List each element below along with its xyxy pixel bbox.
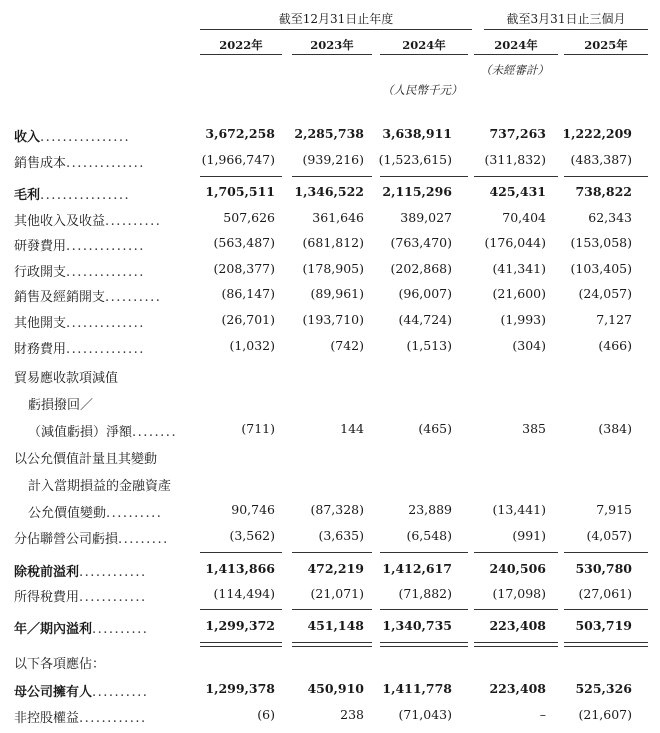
row-label-text: 其他收入及收益	[14, 214, 106, 229]
row-label	[14, 528, 169, 547]
row-label	[28, 421, 177, 440]
table-cell: (1,032)	[229, 338, 275, 353]
table-row	[0, 679, 660, 703]
table-cell: 90,746	[231, 502, 275, 517]
table-row	[0, 392, 660, 416]
table-row	[0, 310, 660, 334]
leader-dots: ............	[79, 590, 147, 605]
table-cell: 530,780	[575, 561, 632, 576]
table-cell: (3,635)	[318, 528, 364, 543]
table-cell: 385	[522, 421, 546, 436]
group-header-quarter-rule	[484, 29, 648, 30]
year-header-2023: 2023年	[310, 38, 354, 52]
row-label	[14, 152, 145, 171]
row-label-text: 年／期內溢利	[14, 622, 93, 637]
row-label-text: 收入	[14, 130, 41, 145]
table-row	[0, 616, 660, 640]
table-cell: (114,494)	[213, 586, 275, 601]
row-label-text: 母公司擁有人	[14, 685, 93, 700]
row-label-text: 虧損撥回／	[28, 398, 94, 413]
group-header-year: 截至12月31日止年度	[278, 12, 394, 26]
table-cell: (1,993)	[500, 312, 546, 327]
table-cell: (178,905)	[302, 261, 364, 276]
row-label	[14, 312, 145, 331]
table-cell: 62,343	[588, 210, 632, 225]
row-label	[14, 367, 118, 386]
table-cell: 425,431	[489, 184, 546, 199]
group-header-year-rule	[200, 29, 472, 30]
leader-dots: ................	[40, 188, 131, 203]
table-cell: 472,219	[307, 561, 364, 576]
table-cell: (21,071)	[310, 586, 364, 601]
table-cell: 450,910	[307, 681, 364, 696]
table-row	[0, 526, 660, 550]
table-row	[0, 705, 660, 729]
table-cell: (711)	[241, 421, 275, 436]
table-cell: 223,408	[489, 681, 546, 696]
table-cell: 503,719	[575, 618, 632, 633]
leader-dots: ..........	[106, 506, 163, 521]
table-row	[0, 365, 660, 389]
table-cell: 1,413,866	[205, 561, 275, 576]
row-label-text: 其他開支	[14, 316, 67, 331]
unaudited-note: （未經審計）	[480, 63, 549, 77]
table-cell: (71,043)	[398, 707, 452, 722]
table-cell: (681,812)	[302, 235, 364, 250]
table-cell: 361,646	[312, 210, 364, 225]
year-rule-2024-q1	[474, 54, 558, 55]
table-cell: (24,057)	[578, 286, 632, 301]
table-row	[0, 446, 660, 470]
year-rule-2025-q1	[564, 54, 648, 55]
table-cell: 507,626	[223, 210, 275, 225]
table-cell: 451,148	[307, 618, 364, 633]
table-row	[0, 473, 660, 497]
row-label-text: 研發費用	[14, 239, 67, 254]
table-cell: (483,387)	[570, 152, 632, 167]
row-label	[14, 618, 148, 637]
table-cell: 2,285,738	[294, 126, 364, 141]
table-cell: (13,441)	[492, 502, 546, 517]
row-label	[14, 653, 105, 672]
table-cell: 1,299,378	[205, 681, 275, 696]
table-cell: 1,340,735	[382, 618, 452, 633]
table-cell: 525,326	[575, 681, 632, 696]
table-cell: (6)	[257, 707, 275, 722]
row-label-text: 以公允價值計量且其變動	[14, 452, 158, 467]
leader-dots: ..........	[105, 214, 162, 229]
table-cell: (763,470)	[390, 235, 452, 250]
table-row	[0, 651, 660, 675]
table-cell: 3,672,258	[205, 126, 275, 141]
table-cell: (96,007)	[398, 286, 452, 301]
row-label-text: 財務費用	[14, 342, 67, 357]
leader-dots: ..........	[92, 685, 149, 700]
row-label-text: 行政開支	[14, 265, 67, 280]
row-label	[28, 394, 93, 413]
row-label	[14, 235, 145, 254]
table-row	[0, 124, 660, 148]
row-label-text: 除稅前溢利	[14, 565, 80, 580]
row-label	[28, 475, 171, 494]
table-cell: –	[539, 707, 546, 722]
table-cell: 737,263	[489, 126, 546, 141]
table-cell: (17,098)	[492, 586, 546, 601]
table-row	[0, 150, 660, 174]
table-row	[0, 259, 660, 283]
table-cell: 1,346,522	[294, 184, 364, 199]
table-cell: (311,832)	[484, 152, 546, 167]
table-cell: 738,822	[575, 184, 632, 199]
table-cell: (465)	[418, 421, 452, 436]
table-cell: (26,701)	[221, 312, 275, 327]
leader-dots: ........	[132, 425, 178, 440]
table-cell: 1,412,617	[382, 561, 452, 576]
row-label-text: 以下各項應佔：	[14, 657, 106, 672]
leader-dots: ..............	[66, 342, 145, 357]
table-cell: 7,915	[596, 502, 632, 517]
year-rule-2024	[380, 54, 468, 55]
table-cell: (27,061)	[578, 586, 632, 601]
table-cell: 144	[340, 421, 364, 436]
row-label	[14, 184, 130, 203]
leader-dots: .........	[118, 532, 169, 547]
row-label	[14, 707, 147, 726]
currency-note: （人民幣千元）	[382, 83, 463, 97]
row-label-text: 銷售及經銷開支	[14, 290, 106, 305]
leader-dots: ..........	[92, 622, 149, 637]
table-cell: (6,548)	[406, 528, 452, 543]
table-cell: (41,341)	[492, 261, 546, 276]
row-label	[14, 338, 145, 357]
year-header-2024: 2024年	[402, 38, 446, 52]
table-cell: (71,882)	[398, 586, 452, 601]
row-label-text: 計入當期損益的金融資產	[28, 479, 172, 494]
table-cell: (742)	[330, 338, 364, 353]
table-cell: (466)	[598, 338, 632, 353]
table-row	[0, 419, 660, 443]
table-cell: (3,562)	[229, 528, 275, 543]
row-label-text: 貿易應收款項減值	[14, 371, 119, 386]
year-rule-2022	[200, 54, 282, 55]
table-cell: (21,607)	[578, 707, 632, 722]
table-cell: 1,411,778	[382, 681, 452, 696]
row-label	[28, 502, 162, 521]
row-label-text: 非控股權益	[14, 711, 80, 726]
row-label	[14, 286, 161, 305]
table-cell: (384)	[598, 421, 632, 436]
year-rule-2023	[292, 54, 372, 55]
leader-dots: ..............	[66, 316, 145, 331]
table-row	[0, 182, 660, 206]
table-cell: 223,408	[489, 618, 546, 633]
table-cell: 70,404	[502, 210, 546, 225]
table-cell: (202,868)	[390, 261, 452, 276]
row-label-text: （減值虧損）淨額	[28, 425, 133, 440]
row-label	[14, 210, 161, 229]
group-header-quarter: 截至3月31日止三個月	[506, 12, 626, 26]
table-row	[0, 584, 660, 608]
table-row	[0, 208, 660, 232]
leader-dots: ..............	[66, 265, 145, 280]
row-label	[14, 561, 147, 580]
table-cell: 1,222,209	[562, 126, 632, 141]
table-row	[0, 233, 660, 257]
table-cell: 389,027	[400, 210, 452, 225]
row-label-text: 毛利	[14, 188, 41, 203]
table-cell: 2,115,296	[382, 184, 452, 199]
leader-dots: ..............	[66, 239, 145, 254]
table-cell: (1,513)	[406, 338, 452, 353]
table-cell: 1,299,372	[205, 618, 275, 633]
row-label	[14, 681, 148, 700]
table-cell: (991)	[512, 528, 546, 543]
table-cell: (208,377)	[213, 261, 275, 276]
table-cell: (87,328)	[310, 502, 364, 517]
table-cell: (103,405)	[570, 261, 632, 276]
table-cell: (939,216)	[302, 152, 364, 167]
table-cell: 238	[340, 707, 364, 722]
row-label	[14, 448, 157, 467]
table-cell: 3,638,911	[382, 126, 452, 141]
table-cell: (304)	[512, 338, 546, 353]
row-label	[14, 586, 147, 605]
leader-dots: ............	[79, 711, 147, 726]
row-label-text: 銷售成本	[14, 156, 67, 171]
table-cell: (1,523,615)	[378, 152, 452, 167]
table-cell: (193,710)	[302, 312, 364, 327]
row-label-text: 分佔聯營公司虧損	[14, 532, 119, 547]
table-cell: 1,705,511	[205, 184, 275, 199]
table-cell: (44,724)	[398, 312, 452, 327]
table-row	[0, 559, 660, 583]
row-label-text: 公允價值變動	[28, 506, 107, 521]
row-label	[14, 261, 145, 280]
table-cell: (4,057)	[586, 528, 632, 543]
table-cell: (153,058)	[570, 235, 632, 250]
year-header-2024-q1: 2024年	[494, 38, 538, 52]
leader-dots: ................	[40, 130, 131, 145]
table-cell: 23,889	[408, 502, 452, 517]
leader-dots: ............	[79, 565, 147, 580]
table-cell: (176,044)	[484, 235, 546, 250]
year-header-2022: 2022年	[219, 38, 263, 52]
table-cell: (89,961)	[310, 286, 364, 301]
row-label	[14, 126, 130, 145]
table-cell: (86,147)	[221, 286, 275, 301]
table-cell: 7,127	[596, 312, 632, 327]
table-row	[0, 336, 660, 360]
table-cell: (1,966,747)	[201, 152, 275, 167]
leader-dots: ..............	[66, 156, 145, 171]
table-row	[0, 500, 660, 524]
row-label-text: 所得稅費用	[14, 590, 80, 605]
table-cell: (563,487)	[213, 235, 275, 250]
table-cell: 240,506	[489, 561, 546, 576]
leader-dots: ..........	[105, 290, 162, 305]
year-header-2025-q1: 2025年	[584, 38, 628, 52]
table-row	[0, 284, 660, 308]
table-cell: (21,600)	[492, 286, 546, 301]
